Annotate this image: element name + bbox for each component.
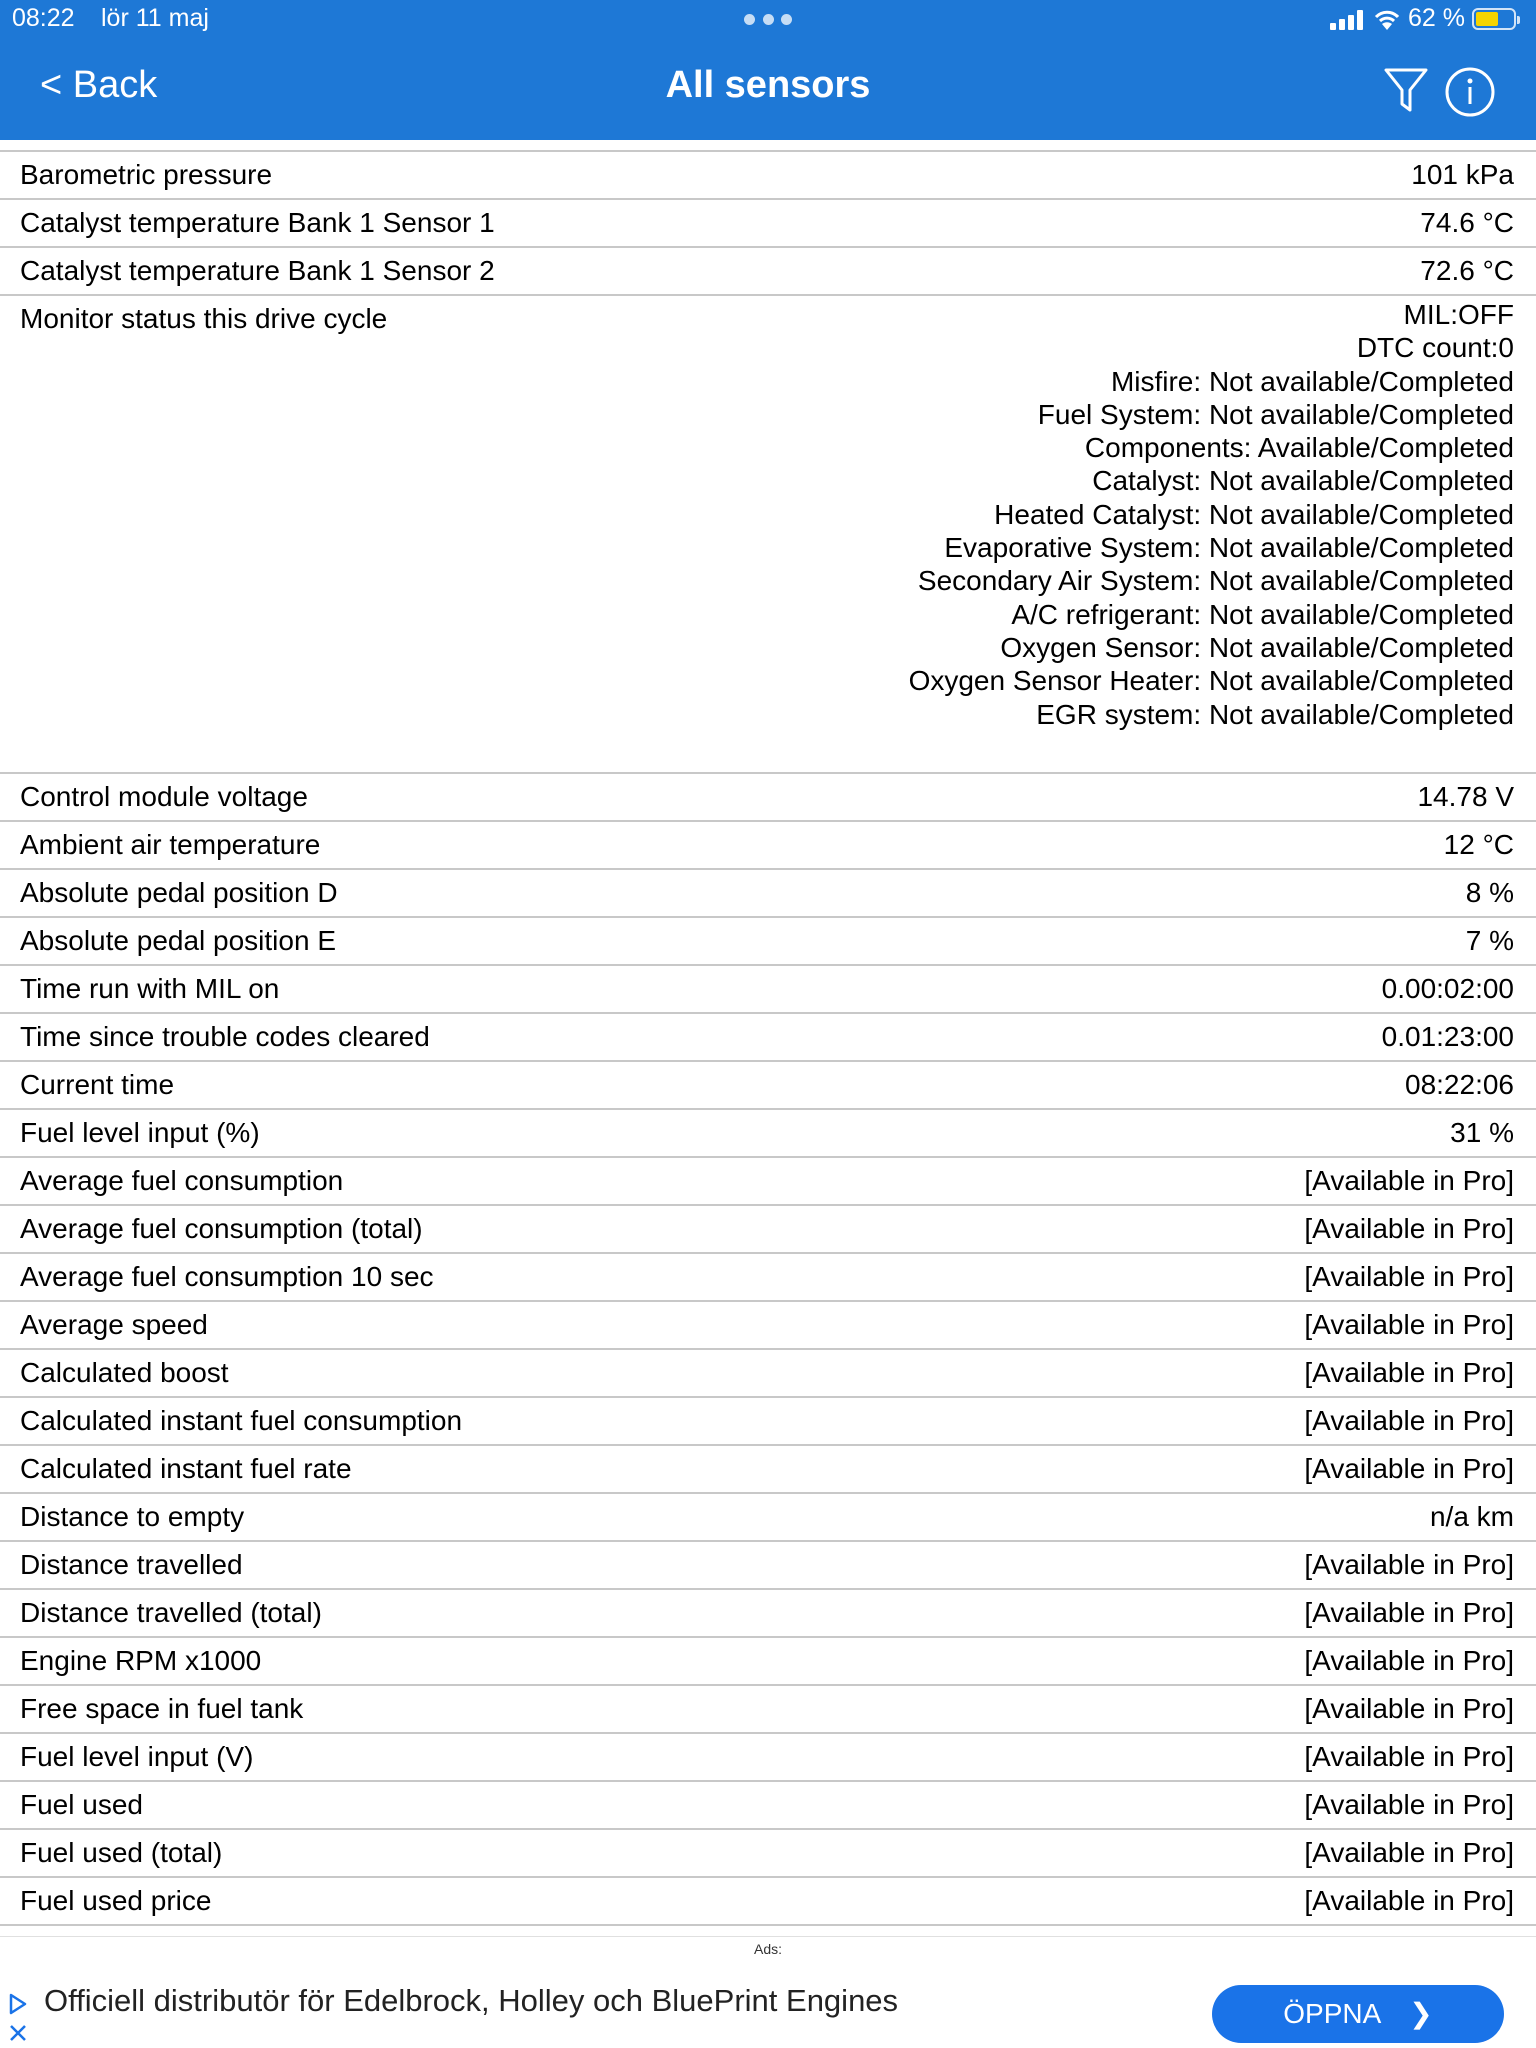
monitor-line: Misfire: Not available/Completed: [1110, 365, 1514, 397]
sensor-label: Barometric pressure: [20, 159, 273, 190]
sensor-label: Distance to empty: [20, 1501, 245, 1532]
nav-bar: [0, 0, 1536, 140]
sensor-value: 8 %: [1465, 877, 1514, 908]
sensor-value: 0.00:02:00: [1381, 973, 1514, 1004]
close-icon[interactable]: [8, 2023, 28, 2043]
sensor-label: Calculated instant fuel rate: [20, 1453, 352, 1484]
sensor-value: [Available in Pro]: [1304, 1645, 1514, 1676]
sensor-label: Average fuel consumption (total): [20, 1213, 423, 1244]
sensor-row: [0, 1444, 1536, 1492]
sensor-value: 12 °C: [1443, 829, 1514, 860]
sensor-label: Fuel used: [20, 1789, 143, 1820]
sensor-value: n/a km: [1429, 1501, 1514, 1532]
sensor-row-partial: [0, 1924, 1536, 1936]
sensor-row: [0, 916, 1536, 964]
chevron-right-icon: ❯: [1409, 1998, 1433, 2029]
sensor-row: [0, 1684, 1536, 1732]
sensor-row: [0, 1300, 1536, 1348]
sensor-row: [0, 868, 1536, 916]
sensor-row: [0, 1348, 1536, 1396]
sensor-label: Fuel used (total): [20, 1837, 223, 1868]
sensor-label: Fuel level input (%): [20, 1117, 260, 1148]
sensor-label: Control module voltage: [20, 781, 308, 812]
monitor-line: Secondary Air System: Not available/Completed: [917, 565, 1514, 597]
sensor-value: [Available in Pro]: [1304, 1741, 1514, 1772]
sensor-value: 74.6 °C: [1420, 207, 1514, 238]
sensor-value: 31 %: [1450, 1117, 1514, 1148]
monitor-line: A/C refrigerant: Not available/Completed: [1011, 598, 1514, 630]
sensor-value: [Available in Pro]: [1304, 1309, 1514, 1340]
sensor-label: Distance travelled: [20, 1549, 243, 1580]
sensor-label: Distance travelled (total): [20, 1597, 322, 1628]
sensor-value: 08:22:06: [1405, 1069, 1514, 1100]
sensor-label: Average fuel consumption 10 sec: [20, 1261, 434, 1292]
status-date: lör 11 maj: [101, 4, 209, 32]
sensor-value: [Available in Pro]: [1304, 1165, 1514, 1196]
sensor-label: Engine RPM x1000: [20, 1645, 262, 1676]
battery-percent: 62 %: [1408, 4, 1465, 32]
monitor-status-row: [0, 294, 1536, 772]
sensor-value: [Available in Pro]: [1304, 1789, 1514, 1820]
sensor-label: Calculated instant fuel consumption: [20, 1405, 463, 1436]
monitor-line: MIL:OFF: [1403, 299, 1514, 330]
sensor-row: [0, 1012, 1536, 1060]
ad-choices-icon[interactable]: [8, 1993, 28, 2015]
sensor-label: Catalyst temperature Bank 1 Sensor 1: [20, 207, 495, 238]
monitor-line: Oxygen Sensor: Not available/Completed: [1000, 631, 1514, 663]
status-time: 08:22: [12, 4, 75, 32]
monitor-line: Fuel System: Not available/Completed: [1037, 398, 1514, 430]
sensor-value: [Available in Pro]: [1304, 1597, 1514, 1628]
sensor-value: 0.01:23:00: [1381, 1021, 1514, 1052]
sensor-label: Current time: [20, 1069, 175, 1100]
ad-open-label: ÖPPNA: [1283, 1998, 1382, 2029]
monitor-line: Components: Available/Completed: [1084, 432, 1514, 464]
sensor-label: Catalyst temperature Bank 1 Sensor 2: [20, 255, 495, 286]
sensor-row: [0, 1780, 1536, 1828]
sensor-row: [0, 1396, 1536, 1444]
sensor-label: Time since trouble codes cleared: [20, 1021, 430, 1052]
sensor-row: [0, 1828, 1536, 1876]
info-icon[interactable]: [1444, 66, 1496, 118]
sensor-value: [Available in Pro]: [1304, 1357, 1514, 1388]
sensor-value: 7 %: [1465, 925, 1514, 956]
ad-open-button[interactable]: [1212, 1985, 1504, 2043]
filter-icon[interactable]: [1382, 64, 1430, 116]
ads-label: Ads:: [753, 1941, 782, 1957]
sensor-row: [0, 198, 1536, 246]
sensor-value: 14.78 V: [1417, 781, 1514, 812]
sensor-row: [0, 772, 1536, 820]
sensor-label: Fuel used price: [20, 1885, 212, 1916]
sensor-value: [Available in Pro]: [1304, 1453, 1514, 1484]
monitor-line: DTC count:0: [1356, 332, 1514, 364]
multitasking-dots-icon[interactable]: [744, 14, 792, 26]
ad-text[interactable]: Officiell distributör för Edelbrock, Holley och BluePrint Engines: [44, 1983, 899, 2018]
sensor-label: Absolute pedal position E: [20, 925, 336, 956]
wifi-icon: [1372, 6, 1402, 32]
sensor-label: Calculated boost: [20, 1357, 229, 1388]
sensor-row: [0, 964, 1536, 1012]
sensor-row: [0, 1204, 1536, 1252]
monitor-line: Evaporative System: Not available/Completed: [944, 532, 1514, 564]
sensor-row: [0, 1492, 1536, 1540]
sensor-row: [0, 1108, 1536, 1156]
sensor-value: [Available in Pro]: [1304, 1213, 1514, 1244]
sensor-label: Average fuel consumption: [20, 1165, 344, 1196]
sensor-value: 72.6 °C: [1420, 255, 1514, 286]
sensor-row: [0, 1156, 1536, 1204]
sensor-row: [0, 820, 1536, 868]
sensor-label: Ambient air temperature: [20, 829, 321, 860]
sensor-row: [0, 246, 1536, 294]
monitor-line: Heated Catalyst: Not available/Completed: [994, 498, 1514, 530]
sensor-row: [0, 1540, 1536, 1588]
battery-icon: [1472, 8, 1516, 30]
sensor-row: [0, 1732, 1536, 1780]
sensor-value: [Available in Pro]: [1304, 1405, 1514, 1436]
sensor-row: [0, 150, 1536, 198]
sensor-row: [0, 1060, 1536, 1108]
sensor-label: Time run with MIL on: [20, 973, 280, 1004]
sensor-value: 101 kPa: [1411, 159, 1514, 190]
sensor-row: [0, 1252, 1536, 1300]
sensor-label: Absolute pedal position D: [20, 877, 338, 908]
cellular-signal-icon: [1330, 8, 1364, 30]
sensor-row: [0, 1588, 1536, 1636]
sensor-value: [Available in Pro]: [1304, 1549, 1514, 1580]
sensor-label: Fuel level input (V): [20, 1741, 254, 1772]
sensor-list[interactable]: [0, 140, 1536, 1936]
sensor-row: [0, 1636, 1536, 1684]
sensor-label: Monitor status this drive cycle: [20, 303, 388, 334]
page-title: All sensors: [665, 64, 871, 106]
ad-banner[interactable]: [0, 1936, 1536, 2048]
sensor-value: [Available in Pro]: [1304, 1837, 1514, 1868]
sensor-row: [0, 1876, 1536, 1924]
sensor-value: [Available in Pro]: [1304, 1693, 1514, 1724]
sensor-value: [Available in Pro]: [1304, 1885, 1514, 1916]
monitor-line: EGR system: Not available/Completed: [1036, 698, 1514, 730]
sensor-label: Average speed: [20, 1309, 208, 1340]
sensor-value: [Available in Pro]: [1304, 1261, 1514, 1292]
back-button[interactable]: < Back: [40, 64, 158, 106]
monitor-status-lines: [909, 298, 1514, 731]
monitor-line: Oxygen Sensor Heater: Not available/Completed: [908, 665, 1514, 697]
sensor-label: Free space in fuel tank: [20, 1693, 304, 1724]
monitor-line: Catalyst: Not available/Completed: [1092, 465, 1514, 497]
